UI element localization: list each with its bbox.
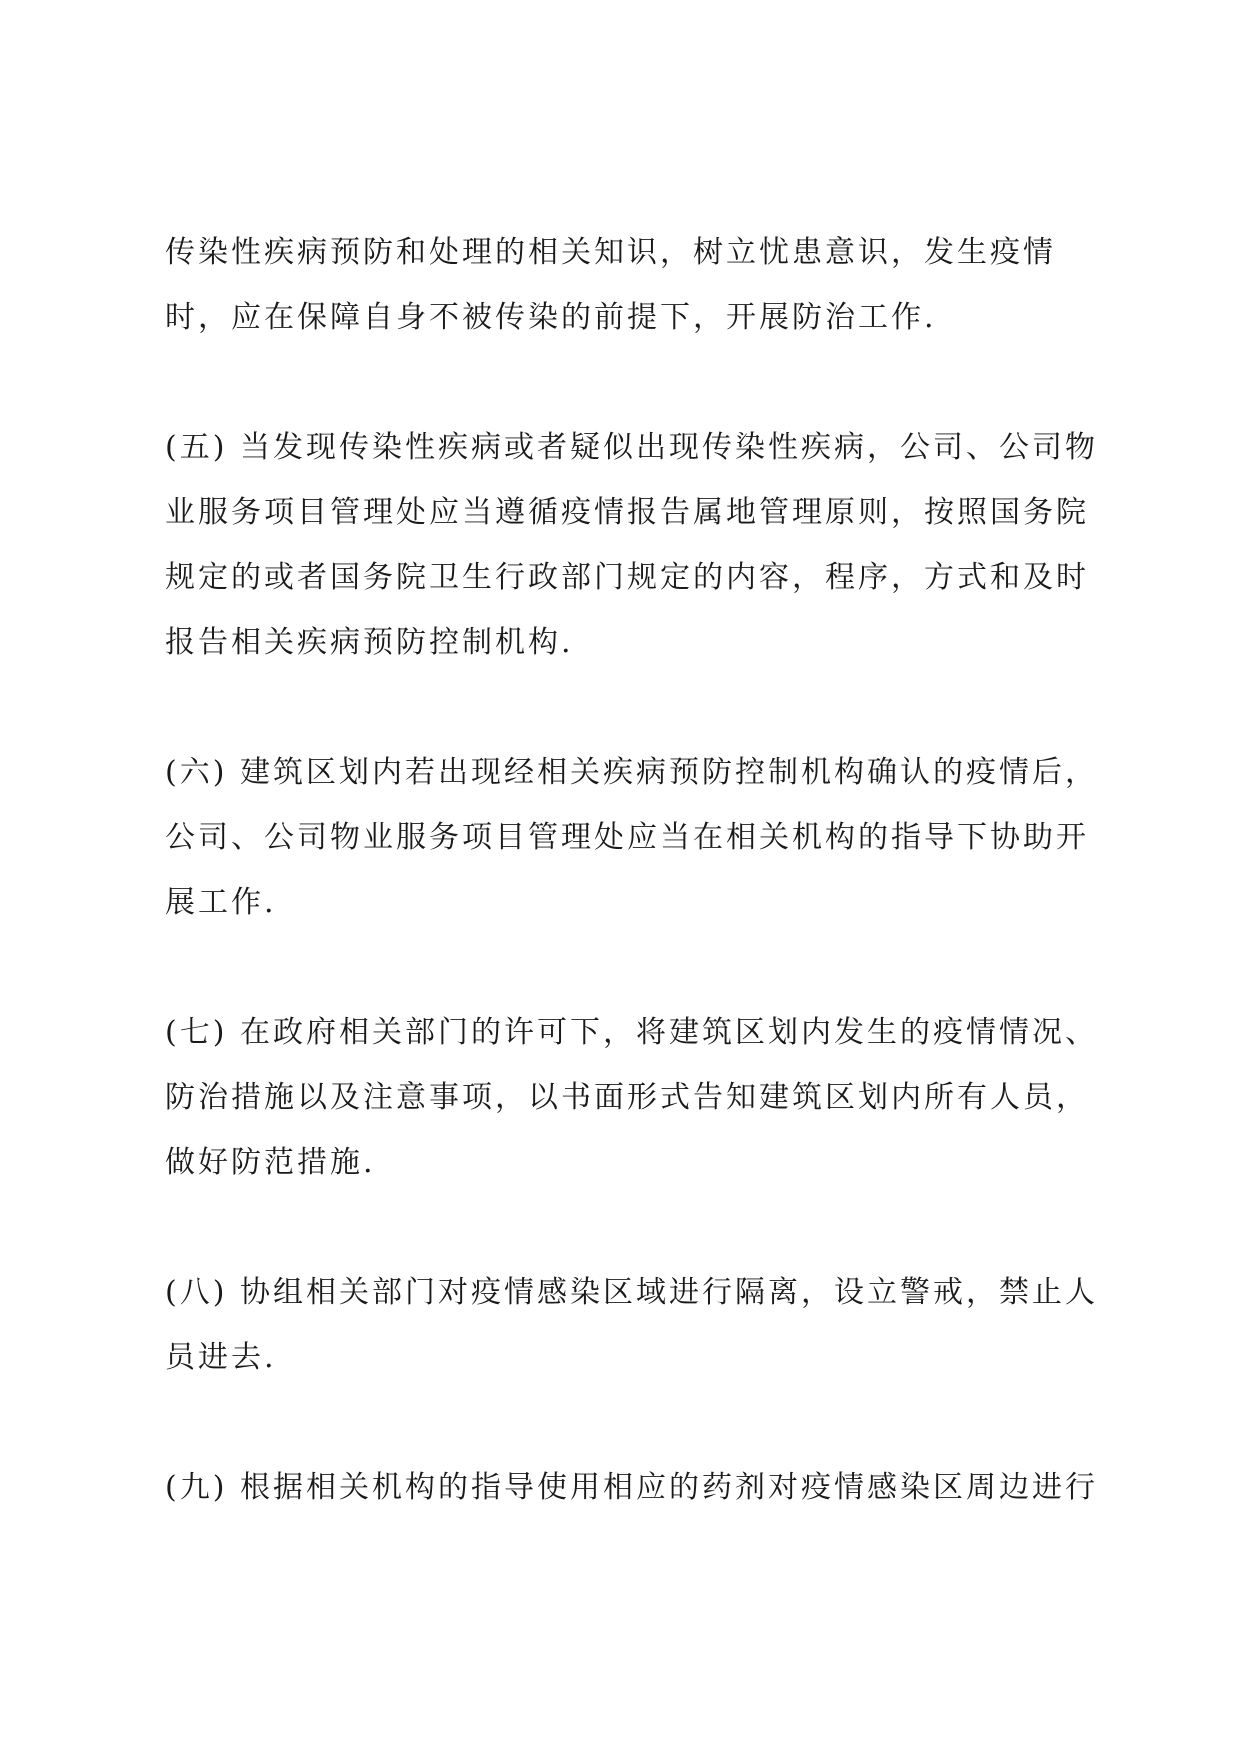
- text-line: (九) 根据相关机构的指导使用相应的药剂对疫情感染区周边进行: [165, 1470, 1098, 1505]
- paragraph-item-7: [165, 1000, 1121, 1195]
- paragraph-item-6: [165, 740, 1121, 935]
- text-line: 传染性疾病预防和处理的相关知识，树立忧患意识，发生疫情: [165, 235, 1056, 270]
- text-line: (八) 协组相关部门对疫情感染区域进行隔离，设立警戒，禁止人: [165, 1275, 1098, 1310]
- paragraph-item-9: [165, 1455, 1121, 1520]
- text-line: 规定的或者国务院卫生行政部门规定的内容，程序，方式和及时: [165, 560, 1089, 595]
- text-line: (五) 当发现传染性疾病或者疑似出现传染性疾病，公司、公司物: [165, 430, 1098, 465]
- text-line: 公司、公司物业服务项目管理处应当在相关机构的指导下协助开: [165, 820, 1089, 855]
- text-line: 做好防范措施.: [165, 1145, 376, 1180]
- paragraph-item-5: [165, 415, 1121, 675]
- paragraph-continuation: [165, 220, 1121, 350]
- text-line: 展工作.: [165, 885, 277, 920]
- text-line: (七) 在政府相关部门的许可下，将建筑区划内发生的疫情情况、: [165, 1015, 1098, 1050]
- text-line: 报告相关疾病预防控制机构.: [165, 625, 574, 660]
- text-line: 防治措施以及注意事项，以书面形式告知建筑区划内所有人员，: [165, 1080, 1089, 1115]
- text-line: 员进去.: [165, 1340, 277, 1375]
- text-line: (六) 建筑区划内若出现经相关疾病预防控制机构确认的疫情后，: [165, 755, 1098, 790]
- paragraph-item-8: [165, 1260, 1121, 1390]
- text-line: 业服务项目管理处应当遵循疫情报告属地管理原则，按照国务院: [165, 495, 1089, 530]
- text-line: 时，应在保障自身不被传染的前提下，开展防治工作.: [165, 300, 937, 335]
